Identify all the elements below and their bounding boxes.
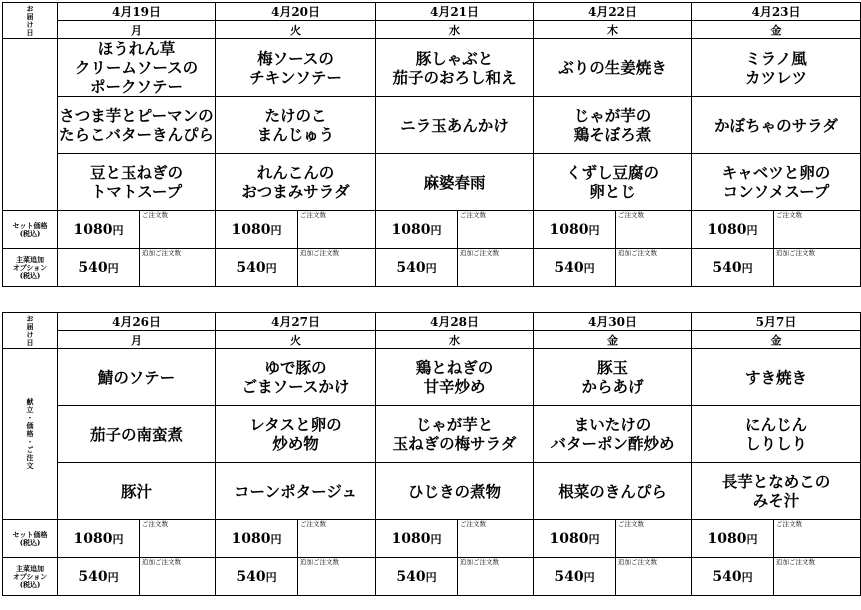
menu-item-side: かぼちゃのサラダ [692,97,861,154]
set-price: 1080円 [376,211,458,249]
option-price: 540円 [692,558,774,596]
date-header: 5月7日 [692,313,861,331]
option-price: 540円 [376,558,458,596]
set-price: 1080円 [534,520,616,558]
order-count-field[interactable]: ご注文数 [458,520,534,558]
set-price-label: セット価格 (税込) [3,520,58,558]
set-price: 1080円 [376,520,458,558]
menu-item-soup: 麻婆春雨 [376,154,534,211]
extra-order-count-field[interactable]: 追加ご注文数 [298,249,376,287]
menu-item-side: 茄子の南蛮煮 [58,406,216,463]
menu-item-main: ゆで豚の ごまソースかけ [216,349,376,406]
order-count-field[interactable]: ご注文数 [140,520,216,558]
set-price: 1080円 [216,520,298,558]
date-header: 4月26日 [58,313,216,331]
menu-item-main: 鯖のソテー [58,349,216,406]
menu-item-soup: れんこんの おつまみサラダ [216,154,376,211]
order-count-field[interactable]: ご注文数 [458,211,534,249]
weekday-header: 金 [692,331,861,349]
menu-item-soup: キャベツと卵の コンソメスープ [692,154,861,211]
menu-item-side: まいたけの バターポン酢炒め [534,406,692,463]
option-price: 540円 [534,249,616,287]
option-price-label: 主菜追加 オプション (税込) [3,558,58,596]
set-price: 1080円 [58,211,140,249]
menu-item-side: じゃが芋と 玉ねぎの梅サラダ [376,406,534,463]
weekday-header: 木 [534,21,692,39]
extra-order-count-field[interactable]: 追加ご注文数 [458,249,534,287]
option-price: 540円 [376,249,458,287]
order-count-field[interactable]: ご注文数 [616,520,692,558]
menu-item-main: ぶりの生姜焼き [534,39,692,97]
date-header: 4月21日 [376,3,534,21]
menu-item-side: さつま芋とピーマンの たらこバターきんぴら [58,97,216,154]
date-header: 4月27日 [216,313,376,331]
extra-order-count-field[interactable]: 追加ご注文数 [774,558,861,596]
option-price: 540円 [216,558,298,596]
menu-price-order-label: 献立・価格・ご注文 [3,349,58,520]
delivery-date-label: お届け日 [3,313,58,349]
weekday-header: 月 [58,331,216,349]
option-price: 540円 [692,249,774,287]
extra-order-count-field[interactable]: 追加ご注文数 [458,558,534,596]
date-header: 4月30日 [534,313,692,331]
menu-item-soup: ひじきの煮物 [376,463,534,520]
menu-item-side: たけのこ まんじゅう [216,97,376,154]
order-count-field[interactable]: ご注文数 [774,520,861,558]
weekday-header: 火 [216,21,376,39]
menu-item-side: じゃが芋の 鶏そぼろ煮 [534,97,692,154]
menu-item-soup: 長芋となめこの みそ汁 [692,463,861,520]
set-price: 1080円 [216,211,298,249]
order-count-field[interactable]: ご注文数 [616,211,692,249]
menu-item-soup: くずし豆腐の 卵とじ [534,154,692,211]
menu-item-main: ミラノ風 カツレツ [692,39,861,97]
option-price: 540円 [58,249,140,287]
delivery-date-label: お届け日 [3,3,58,39]
set-price: 1080円 [58,520,140,558]
date-header: 4月19日 [58,3,216,21]
menu-item-soup: コーンポタージュ [216,463,376,520]
set-price: 1080円 [692,211,774,249]
menu-item-main: すき焼き [692,349,861,406]
extra-order-count-field[interactable]: 追加ご注文数 [616,249,692,287]
option-price: 540円 [534,558,616,596]
menu-item-main: 梅ソースの チキンソテー [216,39,376,97]
menu-item-main: 豚玉 からあげ [534,349,692,406]
weekday-header: 金 [692,21,861,39]
menu-item-main: 鶏とねぎの 甘辛炒め [376,349,534,406]
set-price-label: セット価格 (税込) [3,211,58,249]
option-price: 540円 [58,558,140,596]
option-price: 540円 [216,249,298,287]
extra-order-count-field[interactable]: 追加ご注文数 [616,558,692,596]
extra-order-count-field[interactable]: 追加ご注文数 [140,249,216,287]
order-count-field[interactable]: ご注文数 [774,211,861,249]
weekday-header: 水 [376,21,534,39]
weekday-header: 金 [534,331,692,349]
date-header: 4月22日 [534,3,692,21]
date-header: 4月28日 [376,313,534,331]
option-price-label: 主菜追加 オプション (税込) [3,249,58,287]
menu-item-main: ほうれん草 クリームソースの ポークソテー [58,39,216,97]
weekday-header: 火 [216,331,376,349]
menu-item-side: にんじん しりしり [692,406,861,463]
order-count-field[interactable]: ご注文数 [298,520,376,558]
menu-table-week1 [2,2,861,287]
set-price: 1080円 [692,520,774,558]
menu-item-soup: 豆と玉ねぎの トマトスープ [58,154,216,211]
order-count-field[interactable]: ご注文数 [298,211,376,249]
date-header: 4月23日 [692,3,861,21]
menu-label-cell [3,39,58,211]
extra-order-count-field[interactable]: 追加ご注文数 [140,558,216,596]
extra-order-count-field[interactable]: 追加ご注文数 [298,558,376,596]
order-count-field[interactable]: ご注文数 [140,211,216,249]
menu-item-main: 豚しゃぶと 茄子のおろし和え [376,39,534,97]
extra-order-count-field[interactable]: 追加ご注文数 [774,249,861,287]
menu-item-side: レタスと卵の 炒め物 [216,406,376,463]
weekday-header: 月 [58,21,216,39]
weekday-header: 水 [376,331,534,349]
menu-item-soup: 豚汁 [58,463,216,520]
set-price: 1080円 [534,211,616,249]
menu-item-soup: 根菜のきんぴら [534,463,692,520]
date-header: 4月20日 [216,3,376,21]
menu-item-side: ニラ玉あんかけ [376,97,534,154]
menu-table-week2 [2,312,861,596]
